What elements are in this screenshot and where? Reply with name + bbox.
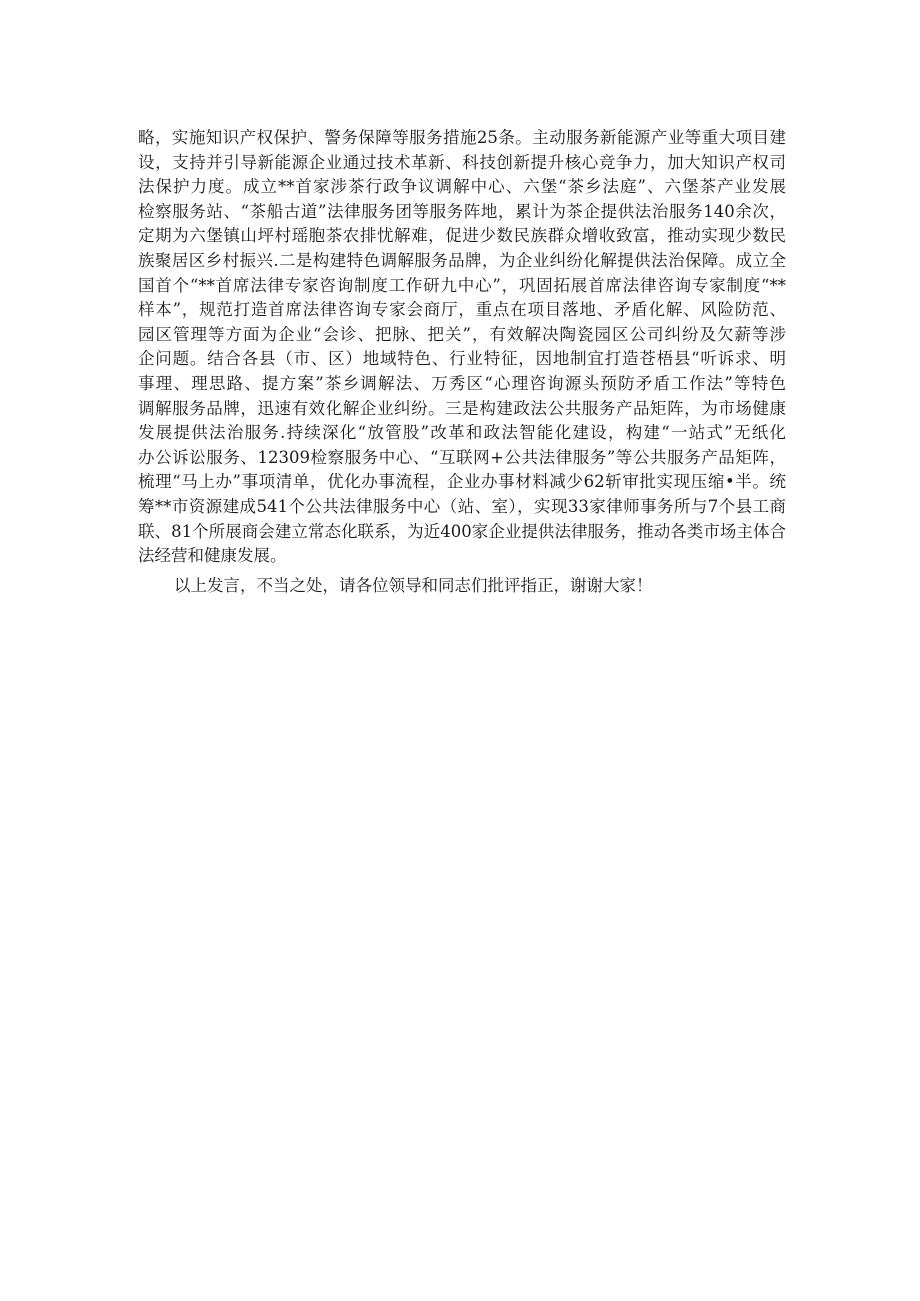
body-line: 法保护力度。成立**首家涉茶行政争议调解中心、六堡“茶乡法庭”、六堡茶产业发展: [138, 177, 786, 197]
body-line: 发展提供法治服务.持续深化“放管股”改革和政法智能化建设，构建“一站式”无纸化: [138, 423, 786, 443]
body-line: 筹**市资源建成541个公共法律服务中心（站、室），实现33家律师事务所与7个县工商: [138, 496, 786, 516]
body-line: 检察服务站、“茶船古道”法律服务团等服务阵地，累计为茶企提供法治服务140余次，: [138, 201, 786, 221]
body-line: 设，支持并引导新能源企业通过技术革新、科技创新提升核心竞争力，加大知识产权司: [138, 152, 786, 172]
body-line: 族聚居区乡村振兴.二是构建特色调解服务品牌，为企业纠纷化解提供法治保障。成立全: [138, 250, 786, 270]
body-line: 略，实施知识产权保护、警务保障等服务措施25条。主动服务新能源产业等重大项目建: [138, 128, 786, 147]
body-line: 定期为六堡镇山坪村瑶胞茶农排忧解难，促进少数民族群众增收致富，推动实现少数民: [138, 226, 786, 246]
body-line: 联、81个所展商会建立常态化联系，为近400家企业提供法律服务，推动各类市场主体合: [138, 521, 786, 541]
closing-paragraph: 以上发言，不当之处，请各位领导和同志们批评指正，谢谢大家！: [174, 576, 653, 595]
body-line: 国首个“**首席法律专家咨询制度工作研九中心”，巩固拓展首席法律咨询专家制度“**: [138, 275, 786, 295]
body-line: 园区管理等方面为企业“会诊、把脉、把关”，有效解决陶瓷园区公司纠纷及欠薪等涉: [138, 324, 786, 344]
body-line: 梳理“马上办”事项清单，优化办事流程，企业办事材料减少62斩审批实现压缩•半。统: [138, 472, 786, 492]
body-line: 企问题。结合各县（市、区）地域特色、行业特征，因地制宜打造苍梧县“听诉求、明: [138, 349, 786, 369]
body-line: 调解服务品牌，迅速有效化解企业纠纷。三是构建政法公共服务产品矩阵，为市场健康: [138, 398, 786, 418]
body-line: 事理、理思路、提方案”茶乡调解法、万秀区“心理咨询源头预防矛盾工作法”等特色: [138, 373, 786, 393]
body-paragraph: [138, 126, 786, 569]
body-line: 法经营和健康发展。: [138, 546, 287, 566]
body-line: 样本”，规范打造首席法律咨询专家会商厅，重点在项目落地、矛盾化解、风险防范、: [138, 300, 786, 320]
body-line: 办公诉讼服务、12309检察服务中心、“互联网+公共法律服务”等公共服务产品矩阵，: [138, 447, 786, 467]
